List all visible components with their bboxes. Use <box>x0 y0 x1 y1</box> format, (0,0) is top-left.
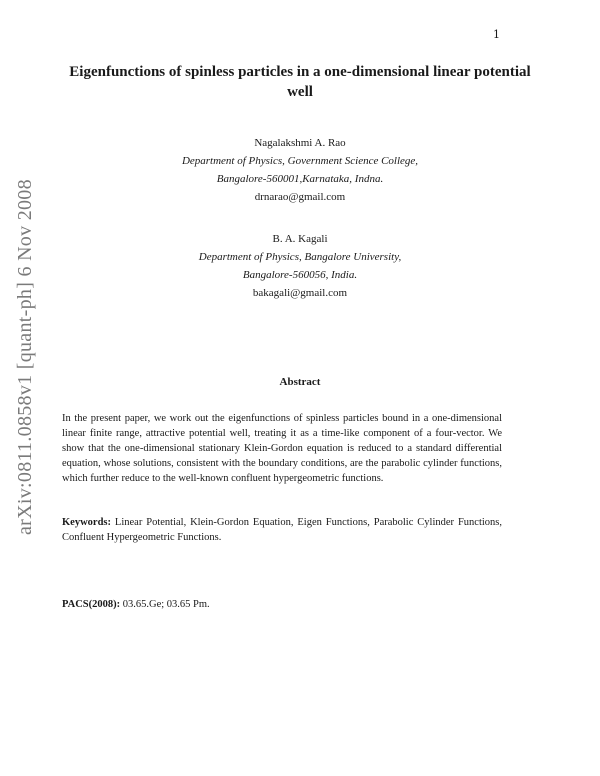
pacs-label: PACS(2008): <box>62 599 121 610</box>
paper-title: Eigenfunctions of spinless particles in a one-dimensional linear potential well <box>69 64 531 100</box>
abstract-text: In the present paper, we work out the eigenfunctions of spinless particles bound in a one-dimensional linear finite range, attractive potential well, treating it as a time-like component of a four-vector. We show that the one-dimensional stationary Klein-Gordon equation is reduced to a standard differential equation, whose solutions, consistent with the boundary conditions, are the parabolic cylinder functions, which further reduce to the well-known confluent hypergeometric functions. <box>62 413 502 484</box>
abstract-heading: Abstract <box>279 376 321 388</box>
author-name: Nagalakshmi A. Rao <box>254 137 346 149</box>
page-number: 1 <box>493 28 500 41</box>
keywords-section <box>62 515 502 545</box>
author-email: bakagali@gmail.com <box>252 287 348 299</box>
author-email: drnarao@gmail.com <box>254 191 346 203</box>
pacs-section <box>62 597 502 612</box>
author-affiliation: Department of Physics, Bangalore University, <box>198 251 402 263</box>
author-block-2 <box>110 230 490 302</box>
keywords-text: Linear Potential, Klein-Gordon Equation, Eigen Functions, Parabolic Cylinder Functions, Confluent Hypergeometric Functions. <box>62 517 502 543</box>
author-affiliation: Bangalore-560056, India. <box>242 269 358 281</box>
author-affiliation: Bangalore-560001,Karnataka, Indna. <box>216 173 384 185</box>
keywords-label: Keywords: <box>62 517 111 528</box>
pacs-text: 03.65.Ge; 03.65 Pm. <box>122 599 210 610</box>
author-name: B. A. Kagali <box>272 233 328 245</box>
arxiv-identifier-stamp: arXiv:0811.0858v1 [quant-ph] 6 Nov 2008 <box>14 179 36 535</box>
author-affiliation: Department of Physics, Government Science College, <box>181 155 419 167</box>
author-block-1 <box>110 134 490 206</box>
